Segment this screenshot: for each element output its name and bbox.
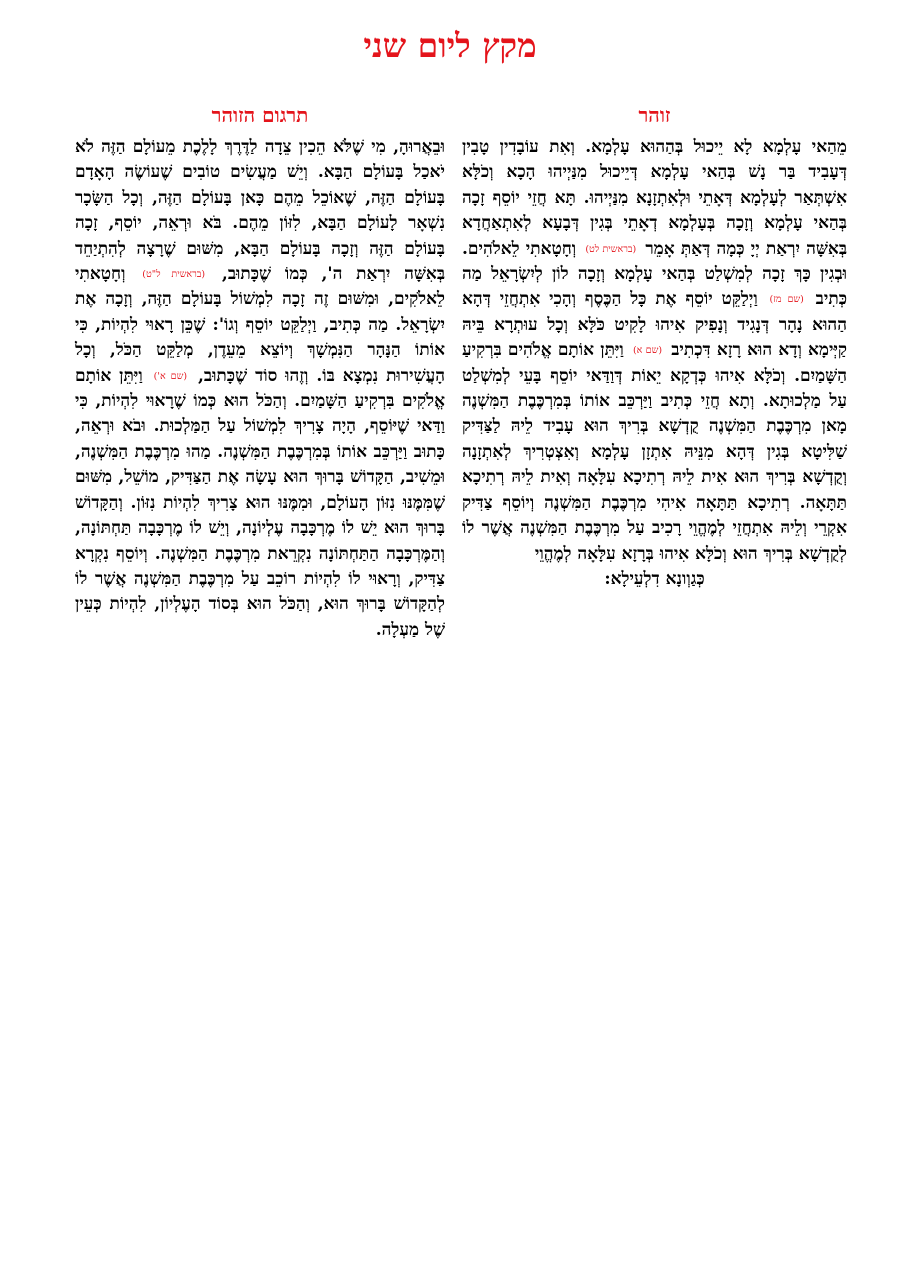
zohar-text-segment: מֵהַאי עָלְמָא לָא יֵיכוּל בְּהַהוּא עָלְמָא. וְאִת עוֹבָדִין טָבִין דְּעָבִיד בַּר נָשׁ בְּהַאי עָלְמָא דְּיֵיכוּל מִנַּיְיהוּ הָכָא וְכֹלָּא אִשְׁתְּאַר לְעָלְמָא דְּאָתֵי וּלְאִתְזָנָא מִנַּיְיהוּ. תָּא חֲזֵי יוֹסֵף זָכָה בְּהַאי עָלְמָא וְזָכָה בְּעָלְמָא דְאָתֵי בְּגִין דְּבָעָא לְאִתְאַחֲדָא בְּאִשָּׁה יִרְאַת יְיָ כְּמָה דְּאַתְּ אָמֵר	[462, 137, 848, 259]
translation-text-segment: וְחָטָאתִי לֵאלֹקִים, וּמִשּׁוּם זֶה זָכָה לִמְשׁוֹל בָּעוֹלָם הַזֶּה, וְזָכָה אֶת יִשְׂרָאֵל. מַה כְּתִיב, וַיְלַקֵּט יוֹסֵף וְגוֹ': שֶׁכֵּן רָאוּי לִהְיוֹת, כִּי אוֹתוֹ הַנָּהָר הַנִּמְשָׁךְ וְיוֹצֵא מֵעֵדֶן, מְלַקֵּט הַכֹּל, וְכָל הָעֲשִׁירוּת נִמְצָא בּוֹ. וְזֶהוּ סוֹד שֶׁכָּתוּב,	[75, 264, 446, 386]
translation-column-heading: תרגום הזוהר	[211, 103, 309, 127]
page-title: מקץ ליום שני	[363, 26, 537, 65]
source-citation: (בראשית לט)	[585, 243, 637, 255]
zohar-closing-line: כְּגַוְונָא דִלְעֵילָא:	[604, 568, 705, 589]
zohar-column-heading: זוהר	[638, 103, 671, 127]
source-citation: (בראשית ל"ט)	[142, 269, 206, 281]
translation-text-segment: וַיִּתֵּן אוֹתָם אֱלֹקִים בִּרְקִיעַ הַשָּׁמַיִם. וְהַכֹּל הוּא כְּמוֹ שֶׁרָאוּי לִהְיוֹת, כִּי וַדַּאי שֶׁיּוֹסֵף, הָיָה צָרִיךְ לִמְשׁוֹל עַל הַמַּלְכוּת. וּבֹא וּרְאֵה, כָּתוּב וַיַּרְכֵּב אוֹתוֹ בְּמִרְכֶּבֶת הַמִּשְׁנֶה. מַהוּ מִרְכֶּבֶת הַמִּשְׁנֶה, וּמֵשִׁיב, הַקָּדוֹשׁ בָּרוּךְ הוּא עָשָׂה אֶת הַצַּדִּיק, מוֹשֵׁל, מִשּׁוּם שֶׁמִּמֶּנּוּ נִזּוֹן הָעוֹלָם, וּמִמֶּנּוּ הוּא צָרִיךְ לִהְיוֹת נִזּוֹן. וְהַקָּדוֹשׁ בָּרוּךְ הוּא יֵשׁ לוֹ מֶרְכָּבָה עֶלְיוֹנָה, וְיֵשׁ לוֹ מֶרְכָּבָה תַּחְתּוֹנָה, וְהַמֶּרְכָּבָה הַתַּחְתּוֹנָה נִקְרֵאת מִרְכֶּבֶת הַמִּשְׁנֶה. וְיוֹסֵף נִקְרָא צַדִּיק, וְרָאוּי לוֹ לִהְיוֹת רוֹכֵב עַל מִרְכֶּבֶת הַמִּשְׁנֶה אֲשֶׁר לוֹ לְהַקָּדוֹשׁ בָּרוּךְ הוּא, וְהַכֹּל הוּא בְּסוֹד הָעֶלְיוֹן, לִהְיוֹת כְּעֵין שֶׁל מַעְלָה.	[75, 365, 445, 640]
translation-text-column	[75, 135, 445, 643]
zohar-text-segment: וַיְלַקֵּט יוֹסֵף אֶת כָּל הַכֶּסֶף וְהָכִי אִתְחֲזֵי דְּהָא הַהוּא נָהָר דְּנָגִיד וְנָפִיק אִיהוּ לָקִיט כֹּלָּא וְכָל עוּתְרָא בֵּיהּ קַיְּימָא וְדָא הוּא רָזָא דִּכְתִיב	[462, 289, 848, 361]
source-citation: (שם א')	[153, 370, 188, 382]
zohar-text-column	[462, 135, 847, 592]
zohar-text-segment: וְחָטָאתִי לֵאלֹהִים. וּבְגִין כָּךְ זָכָה לְמִשְׁלַט בְּהַאי עָלְמָא וְזָכָה לוֹן לְיִשְׂרָאֵל מַה כְּתִיב	[462, 238, 847, 310]
translation-text-segment: וּבֵאֲרוּהָ, מִי שֶׁלֹּא הֵכִין צֵדָה לַדֶּרֶךְ לָלֶכֶת מֵעוֹלָם הַזֶּה לֹא יֹאכַל בָּעוֹלָם הַבָּא. וְיֵשׁ מַעֲשִׂים טוֹבִים שֶׁעוֹשֶׂה הָאָדָם בָּעוֹלָם הַזֶּה, שֶׁאוֹכֵל מֵהֶם כָּאן בָּעוֹלָם הַזֶּה, וְכָל הַשָּׂכָר נִשְׁאָר לָעוֹלָם הַבָּא, לִזּוֹן מֵהֶם. בֹּא וּרְאֵה, יוֹסֵף, זָכָה בָּעוֹלָם הַזֶּה וְזָכָה בָּעוֹלָם הַבָּא, מִשּׁוּם שֶׁרָצָה לְהִתְיַחֵד בְּאִשָּׁה יִרְאַת ה', כְּמוֹ שֶׁכָּתוּב,	[75, 137, 446, 285]
source-citation: (שם א)	[632, 345, 663, 357]
source-citation: (שם מז)	[769, 294, 804, 306]
zohar-text-segment: וַיִּתֵּן אוֹתָם אֱלֹהִים בִּרְקִיעַ הַשָּׁמַיִם. וְכֹלָּא אִיהוּ כְּדְקָא יֵאוֹת דְּוַדַּאי יוֹסֵף בָּעֵי לְמִשְׁלַט עַל מַלְכוּתָא. וְתָא חֲזֵי כְּתִיב וַיַּרְכֵּב אוֹתוֹ בְּמִרְכֶּבֶת הַמִּשְׁנֶה מָאן מִרְכֶּבֶת הַמִּשְׁנֶה קֻדְשָׁא בְּרִיךְ הוּא עָבִיד לֵיהּ לַצַּדִּיק שַׁלִּיטָא בְּגִין דְּהָא מִנֵּיהּ אִתְזָן עָלְמָא וְאִצְטְרִיךְ לְאִתְזָנָה וְקֻדְשָׁא בְּרִיךְ הוּא אִית לֵיהּ רְתִיכָא עִלָּאָה וְאִית לֵיהּ רְתִיכָא תַּתָּאָה. רְתִיכָא תַּתָּאָה אִיהִי מִרְכֶּבֶת הַמִּשְׁנֶה וְיוֹסֵף צַדִּיק אִקְרֵי וְלֵיהּ אִתְחֲזֵי לְמֶהֱוֵי רָכִיב עַל מִרְכֶּבֶת הַמִּשְׁנֶה אֲשֶׁר לוֹ לְקֻדְשָׁא בְּרִיךְ הוּא וְכֹלָּא אִיהוּ בְּרָזָא עִלָּאָה לְמֶהֱוֵי	[462, 340, 847, 564]
